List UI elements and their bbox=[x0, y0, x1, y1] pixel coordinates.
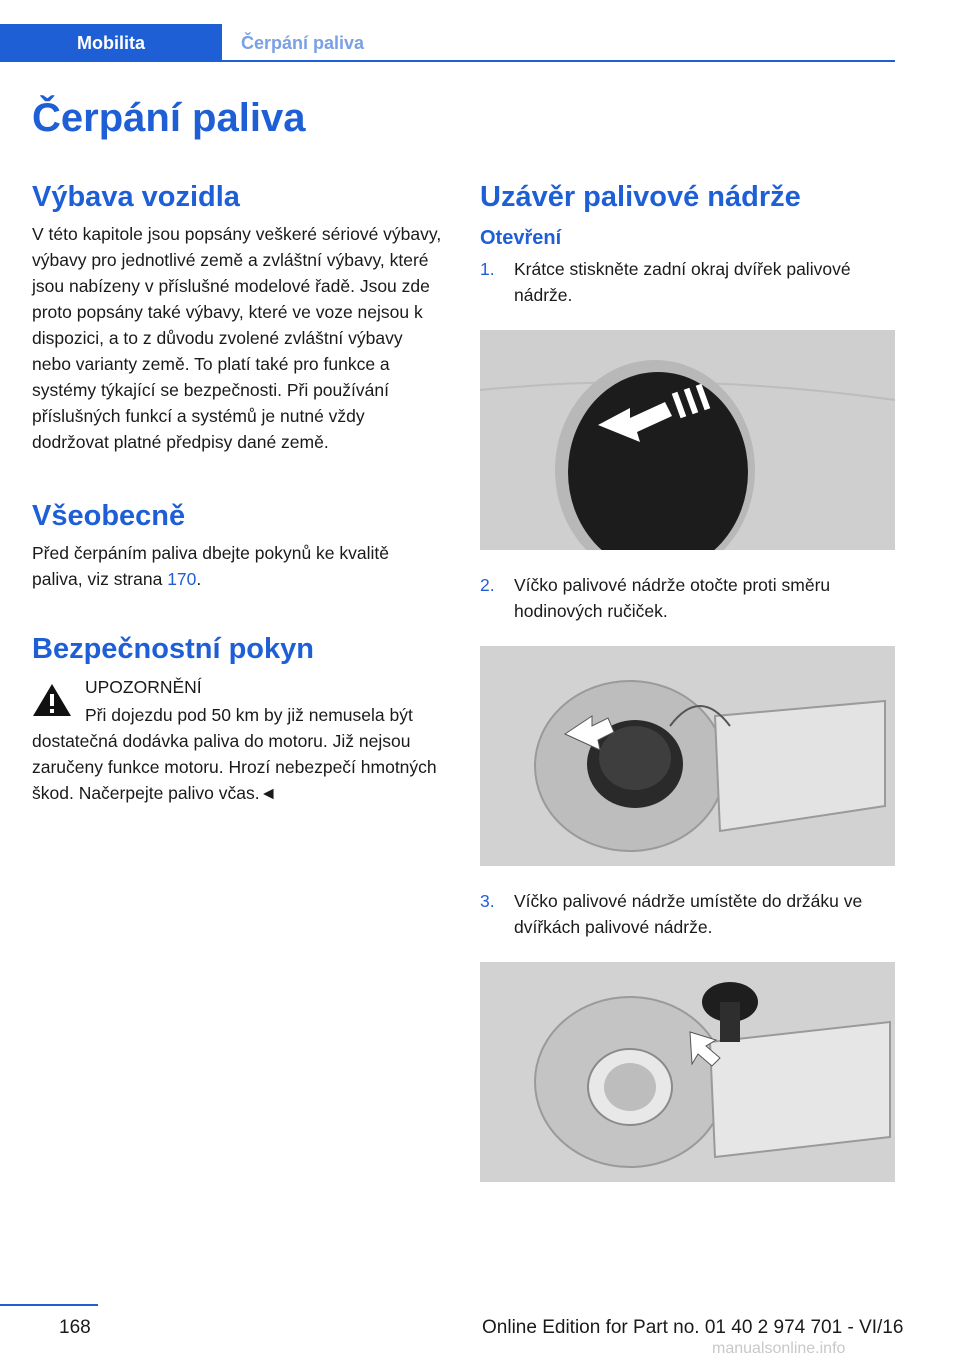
page-number: 168 bbox=[59, 1317, 91, 1338]
warning-block bbox=[32, 674, 444, 806]
tab-cerpani-paliva[interactable] bbox=[241, 24, 364, 62]
step-3 bbox=[480, 888, 900, 940]
vseobecne-text-before: Před čerpáním paliva dbejte pokynů ke kvalitě paliva, viz strana bbox=[32, 542, 390, 589]
steps-list bbox=[480, 256, 900, 1182]
left-column bbox=[32, 180, 444, 806]
fuel-cap-holder-image bbox=[480, 962, 895, 1182]
step-3-text: Víčko palivové nádrže umístěte do držáku ve dvířkách palivové nádrže. bbox=[514, 890, 863, 937]
step-2-text: Víčko palivové nádrže otočte proti směru hodinových ručiček. bbox=[514, 574, 831, 621]
step-2 bbox=[480, 572, 900, 624]
step-1-text: Krátce stiskněte zadní okraj dvířek palivové nádrže. bbox=[514, 258, 851, 305]
warning-triangle-icon bbox=[32, 682, 72, 718]
heading-bezpecnostni-pokyn: Bezpečnostní pokyn bbox=[32, 632, 314, 665]
figure-3-item bbox=[480, 962, 900, 1182]
footer-rule bbox=[0, 1304, 98, 1306]
figure-2-item bbox=[480, 646, 900, 866]
right-column bbox=[480, 180, 900, 1182]
tab-cerpani-paliva-label: Čerpání paliva bbox=[241, 33, 365, 53]
heading-uzaver-palivove-nadrze: Uzávěr palivové nádrže bbox=[480, 181, 801, 213]
warning-text: Při dojezdu pod 50 km by již nemusela být dostatečná dodávka paliva do motoru. Již nejsou zaručeny funkce motoru. Hrozí nebezpečí hmotných škod. Načerpejte palivo včas.◄ bbox=[32, 705, 437, 804]
heading-vseobecne: Všeobecně bbox=[32, 499, 186, 532]
fuel-door-press-image bbox=[480, 330, 895, 550]
page-title: Čerpání paliva bbox=[32, 96, 306, 140]
edition-text: Online Edition for Part no. 01 40 2 974 701 - VI/16 bbox=[482, 1317, 904, 1338]
warning-label: UPOZORNĚNÍ bbox=[85, 677, 202, 698]
fuel-cap-holder-figure bbox=[480, 962, 895, 1182]
tab-mobilita-label: Mobilita bbox=[77, 32, 145, 53]
figure-1-item bbox=[480, 330, 900, 550]
watermark: manualsonline.info bbox=[712, 1340, 846, 1357]
fuel-cap-turn-figure bbox=[480, 646, 895, 866]
fuel-cap-turn-image bbox=[480, 646, 895, 866]
vseobecne-text bbox=[32, 540, 444, 592]
fuel-door-press-figure bbox=[480, 330, 895, 550]
heading-vybava-vozidla: Výbava vozidla bbox=[32, 181, 240, 213]
vseobecne-text-after: . bbox=[196, 568, 202, 589]
step-1 bbox=[480, 256, 900, 308]
heading-otevreni: Otevření bbox=[480, 226, 562, 249]
step-2-number: 2. bbox=[480, 574, 495, 595]
header-rule bbox=[0, 60, 895, 62]
step-1-number: 1. bbox=[480, 258, 495, 279]
vybava-vozidla-text: V této kapitole jsou popsány veškeré sériové výbavy, výbavy pro jednotlivé země a zvláštní výbavy, které jsou nabízeny v příslušné modelové řadě. Jsou zde proto popsány také výbavy, které ve voze nejsou k dispozici, a to z důvodu zvolené zvláštní výbavy nebo varianty země. To platí také pro funkce a systémy týkající se bezpečnosti. Při používání příslušných funkcí a systémů je nutné vždy dodržovat platné předpisy dané země. bbox=[32, 223, 442, 452]
step-3-number: 3. bbox=[480, 890, 495, 911]
page-link-170[interactable]: 170 bbox=[167, 568, 197, 589]
tab-mobilita[interactable] bbox=[0, 24, 222, 62]
